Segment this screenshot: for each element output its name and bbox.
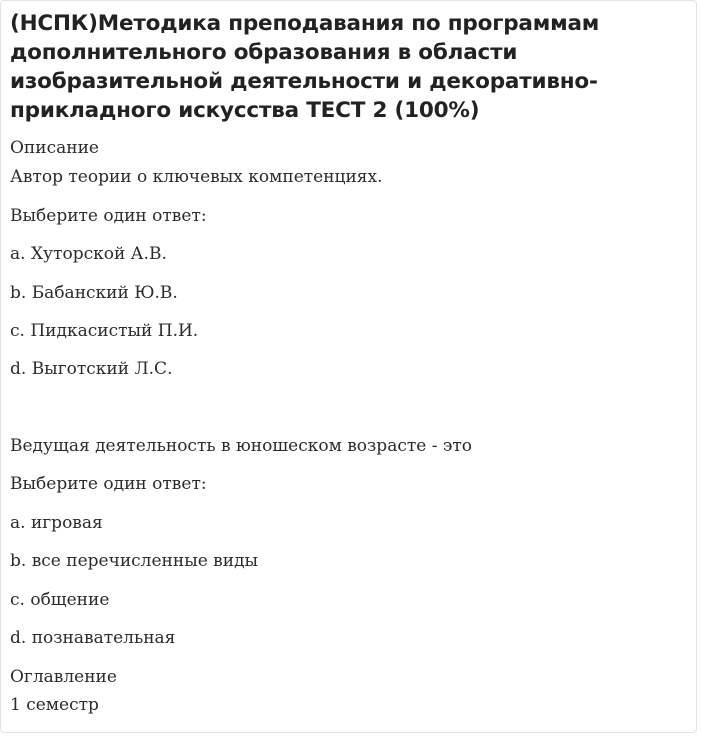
answer-option[interactable]: d. Выготский Л.С. xyxy=(10,359,173,379)
page-title: (НСПК)Методика преподавания по программам дополнительного образования в области изобразительной деятельности и декоративно-прикладного искусства ТЕСТ 2 (100%) xyxy=(10,11,600,123)
description-label: Описание xyxy=(10,138,99,158)
answer-option[interactable]: a. игровая xyxy=(10,513,103,533)
answer-option[interactable]: b. Бабанский Ю.В. xyxy=(10,283,178,303)
toc-label: Оглавление xyxy=(10,667,117,687)
answer-option[interactable]: a. Хуторской А.В. xyxy=(10,244,167,264)
question-prompt: Выберите один ответ: xyxy=(10,474,207,494)
answer-option[interactable]: b. все перечисленные виды xyxy=(10,551,259,571)
answer-option[interactable]: c. Пидкасистый П.И. xyxy=(10,321,199,341)
question-text: Ведущая деятельность в юношеском возрасте - это xyxy=(10,436,473,456)
answer-option[interactable]: d. познавательная xyxy=(10,628,176,648)
question-prompt: Выберите один ответ: xyxy=(10,206,207,226)
toc-item[interactable]: 1 семестр xyxy=(10,695,99,715)
answer-option[interactable]: c. общение xyxy=(10,590,110,610)
question-text: Автор теории о ключевых компетенциях. xyxy=(10,167,383,187)
